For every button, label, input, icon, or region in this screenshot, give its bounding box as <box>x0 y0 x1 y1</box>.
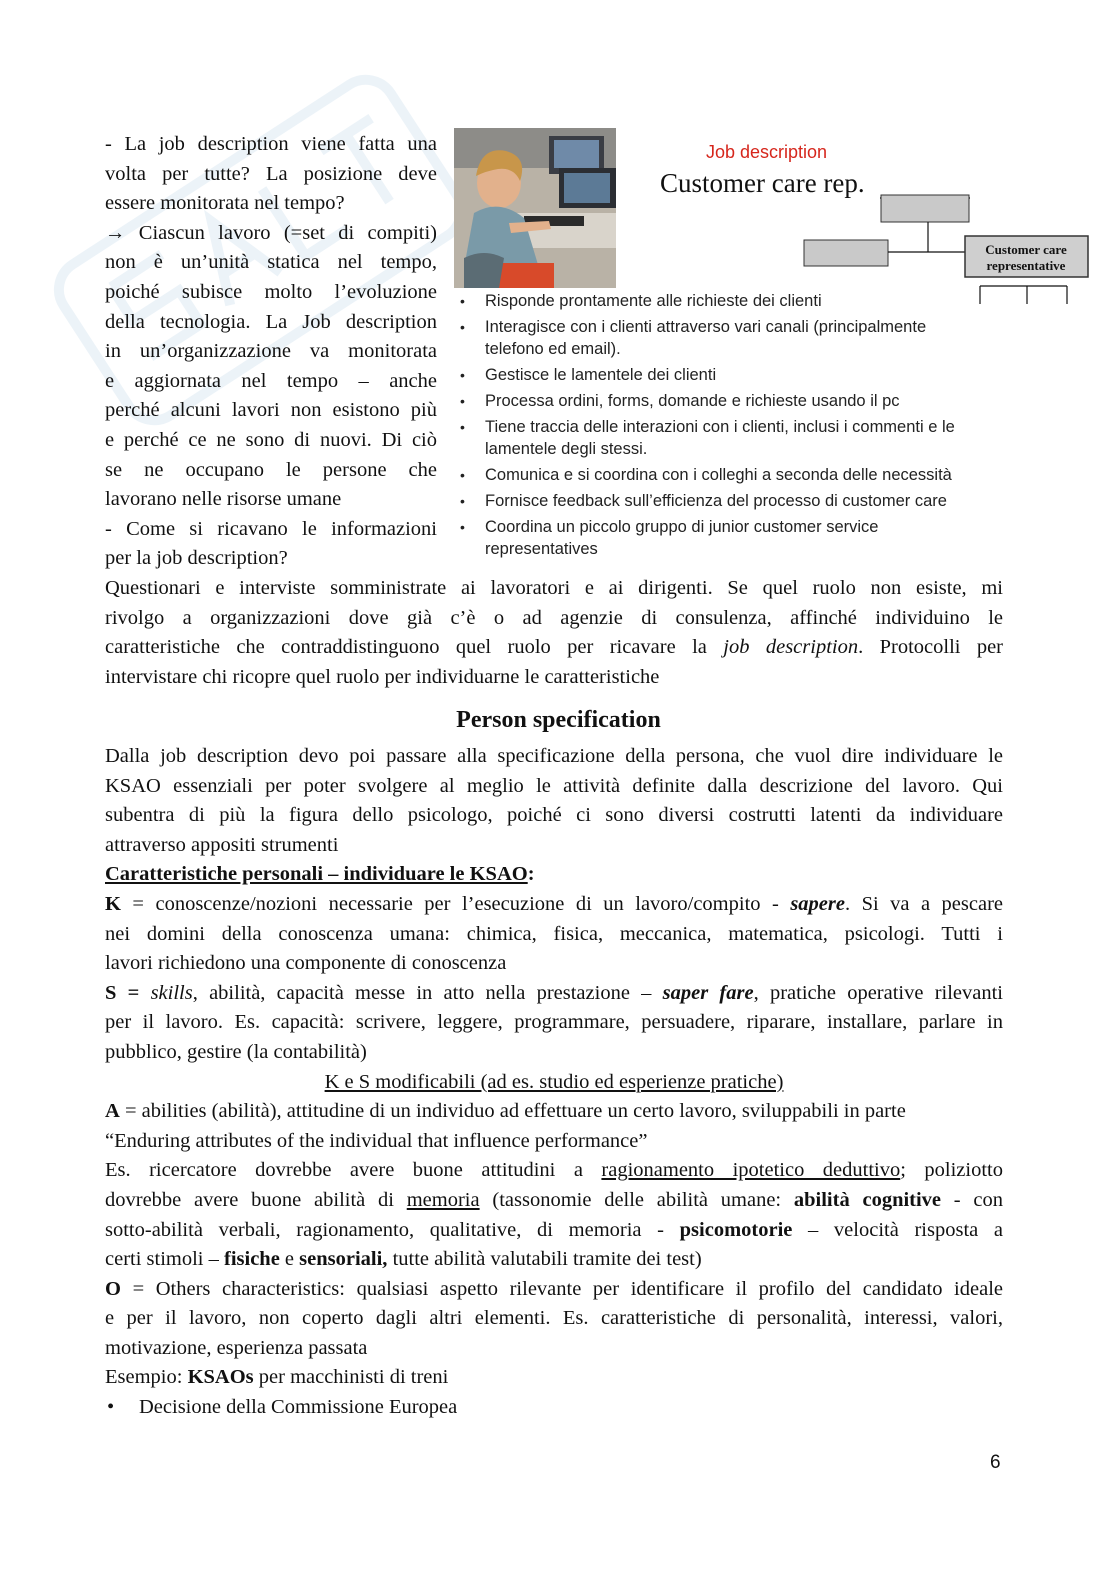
left-line: volta per tutte? La posizione deve <box>105 162 437 185</box>
left-line: lavorano nelle risorse umane <box>105 488 342 511</box>
left-line: non è un’unità statica nel tempo, <box>105 251 437 274</box>
slide-bullet: • Comunica e si coordina con i colleghi a seconda delle necessità <box>460 464 1020 486</box>
left-line: e aggiornata nel tempo – anche <box>105 369 437 392</box>
slide-bullet: • Interagisce con i clienti attraverso vari canali (principalmente telefono ed email). <box>460 316 1020 360</box>
left-line: - La job description viene fatta una <box>105 133 437 155</box>
left-line: della tecnologia. La Job description <box>105 310 437 333</box>
left-column-text <box>105 130 437 574</box>
slide-bullet-list <box>460 290 1020 564</box>
left-line: per la job description? <box>105 547 288 570</box>
paragraph-questionari: Questionari e interviste somministrate ai lavoratori e ai dirigenti. Se quel ruolo non esiste, mi rivolgo a organizzazioni dove già c’è o ad agenzie di consulenza, affinché individuino le caratteristiche che contraddistinguono quel ruolo per ricavare la job description. Protocolli per intervistare chi ricopre quel ruolo per individuarne le caratteristiche <box>105 577 1004 688</box>
esempio-line: Esempio: KSAOs per macchinisti di treni <box>105 1366 449 1389</box>
customer-care-photo <box>454 128 616 288</box>
left-line: essere monitorata nel tempo? <box>105 192 345 215</box>
slide-bullet: • Coordina un piccolo gruppo di junior customer service representatives <box>460 516 1020 560</box>
slide-red-title: Job description <box>706 142 828 162</box>
org-box-label-line2: representative <box>986 258 1066 273</box>
section-heading: Person specification <box>456 707 661 733</box>
slide-bullet: • Gestisce le lamentele dei clienti <box>460 364 1020 386</box>
org-box-label-line1: Customer care <box>985 242 1067 257</box>
a-line: A = abilities (abilità), attitudine di un individuo ad effettuare un certo lavoro, sviluppabili in parte <box>105 1100 906 1123</box>
left-line: → Ciascun lavoro (=set di compiti) <box>105 221 437 244</box>
page-number: 6 <box>990 1452 1001 1473</box>
ksao-title: Caratteristiche personali – individuare le KSAO: <box>105 863 535 886</box>
slide-bullet: • Processa ordini, forms, domande e richieste usando il pc <box>460 390 1020 412</box>
slide-bullet: • Fornisce feedback sull’efficienza del processo di customer care <box>460 490 1020 512</box>
left-line: in un’organizzazione va monitorata <box>105 340 437 363</box>
o-line: O = Others characteristics: qualsiasi aspetto rilevante per identificare il profilo del candidato ideale <box>105 1277 1003 1300</box>
bullet-item: • Decisione della Commissione Europea <box>105 1393 1003 1423</box>
left-line: perché alcuni lavori non esistono più <box>105 399 437 422</box>
left-line: e perché ce ne sono di nuovi. Di ciò <box>105 428 437 451</box>
s-line: S = skills, abilità, capacità messe in atto nella prestazione – saper fare, pratiche operative rilevanti <box>105 981 1003 1004</box>
slide-title: Customer care rep. <box>660 168 865 198</box>
left-line: - Come si ricavano le informazioni <box>105 517 437 540</box>
slide-bullet: • Tiene traccia delle interazioni con i clienti, inclusi i commenti e le lamentele degli stessi. <box>460 416 1020 460</box>
slide-bullet: • Risponde prontamente alle richieste dei clienti <box>460 290 1020 312</box>
left-line: poiché subisce molto l’evoluzione <box>105 280 437 303</box>
ks-modificabili: K e S modificabili (ad es. studio ed esperienze pratiche) <box>324 1070 784 1093</box>
left-line: se ne occupano le persone che <box>105 458 437 481</box>
k-line: K = conoscenze/nozioni necessarie per l’esecuzione di un lavoro/compito - sapere. Si va a pescare <box>105 892 1003 915</box>
paragraph-person-spec: Dalla job description devo poi passare alla specificazione della persona, che vuol dire individuare le KSAO essenziali per poter svolgere al meglio le attività definite dalla descrizione del lavoro. Qui subentra di più la figura dello psicologo, poiché ci sono diversi costrutti latenti da individuare attraverso appositi strumenti Caratteristiche personali – individuare le KSAO: K = conoscenze/nozioni necessarie per l’esecuzione di un lavoro/compito - sapere. Si va a pescare nei domini della conoscenza umana: chimica, fisica, meccanica, matematica, psicologi. Tutti i lavori richiedono una componente di conoscenza S = skills, abilità, capacità messe in atto nella prestazione – saper fare, pratiche operative rilevanti per il lavoro. Es. capacità: scrivere, leggere, programmare, persuadere, riparare, installare, parlare in pubblico, gestire (la contabilità) K e S modificabili (ad es. studio ed esperienze pratiche) A = abilities (abilità), attitudine di un individuo ad effettuare un certo lavoro, sviluppabili in parte “Enduring attributes of the individual that influence performance” Es. ricercatore dovrebbe avere buone attitudini a ragionamento ipotetico deduttivo; poliziotto dovrebbe avere buone abilità di memoria (tassonomie delle abilità umane: abilità cognitive - con sotto-abilità verbali, ragionamento, qualitative, di memoria - psicomotorie – velocità risposta a certi stimoli – fisiche e sensoriali, tutte abilità valutabili tramite dei test) O = Others characteristics: qualsiasi aspetto rilevante per identificare il profilo del candidato ideale e per il lavoro, non coperto dagli altri elementi. Es. caratteristiche di personalità, interessi, valori, motivazione, esperienza passata Esempio: KSAOs per macchinisti di treni • Decisione della Commissione Europea <box>105 742 1003 1423</box>
